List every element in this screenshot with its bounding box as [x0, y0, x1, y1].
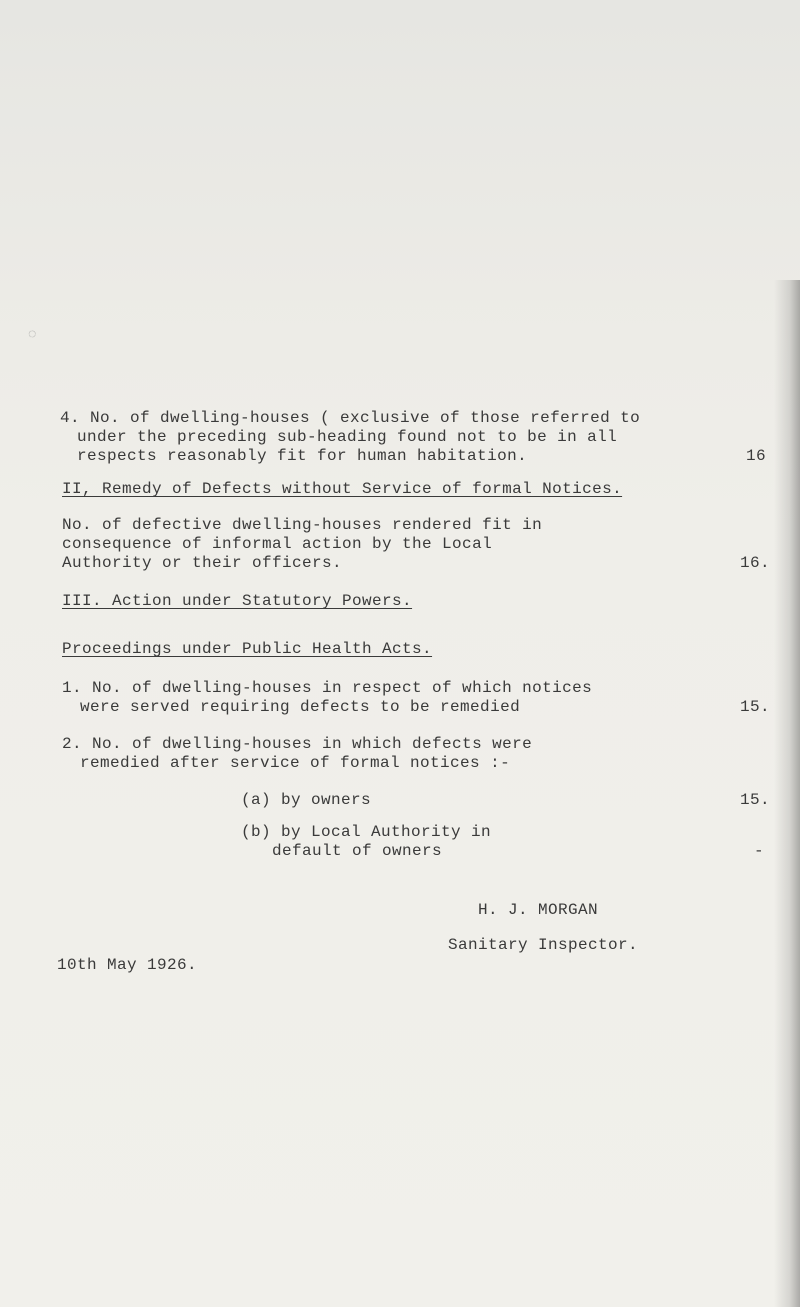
section2-value: 16. [739, 554, 770, 572]
signature-name: H. J. MORGAN [478, 901, 599, 919]
item4-line3: respects reasonably fit for human habitation. [77, 447, 528, 465]
signature-date: 10th May 1926. [57, 956, 198, 974]
scan-mark: ◌ [28, 327, 37, 343]
item4-line1: 4. No. of dwelling-houses ( exclusive of those referred to [60, 409, 641, 427]
section3-item1-line2: were served requiring defects to be remedied [80, 698, 521, 716]
section2-heading: II, Remedy of Defects without Service of formal Notices. [62, 480, 623, 498]
section2-line2: consequence of informal action by the Local [62, 535, 493, 553]
section3-item2-b-value: - [753, 842, 764, 860]
section3-item2-line1: 2. No. of dwelling-houses in which defects were [62, 735, 533, 753]
section2-line1: No. of defective dwelling-houses rendered fit in [62, 516, 543, 534]
section3-item2-a-label: (a) by owners [241, 791, 372, 809]
signature-title: Sanitary Inspector. [448, 936, 639, 954]
section3-item2-b-line1: (b) by Local Authority in [241, 823, 492, 841]
section3-subheading: Proceedings under Public Health Acts. [62, 640, 433, 658]
item4-value: 16 [745, 447, 766, 465]
section3-item1-line1: 1. No. of dwelling-houses in respect of which notices [62, 679, 593, 697]
item4-line2: under the preceding sub-heading found not to be in all [77, 428, 618, 446]
section2-line3: Authority or their officers. [62, 554, 343, 572]
section3-item1-value: 15. [739, 698, 770, 716]
section3-item2-line2: remedied after service of formal notices :- [80, 754, 511, 772]
section3-item2-a-value: 15. [739, 791, 770, 809]
section3-heading: III. Action under Statutory Powers. [62, 592, 413, 610]
section3-item2-b-line2: default of owners [272, 842, 443, 860]
